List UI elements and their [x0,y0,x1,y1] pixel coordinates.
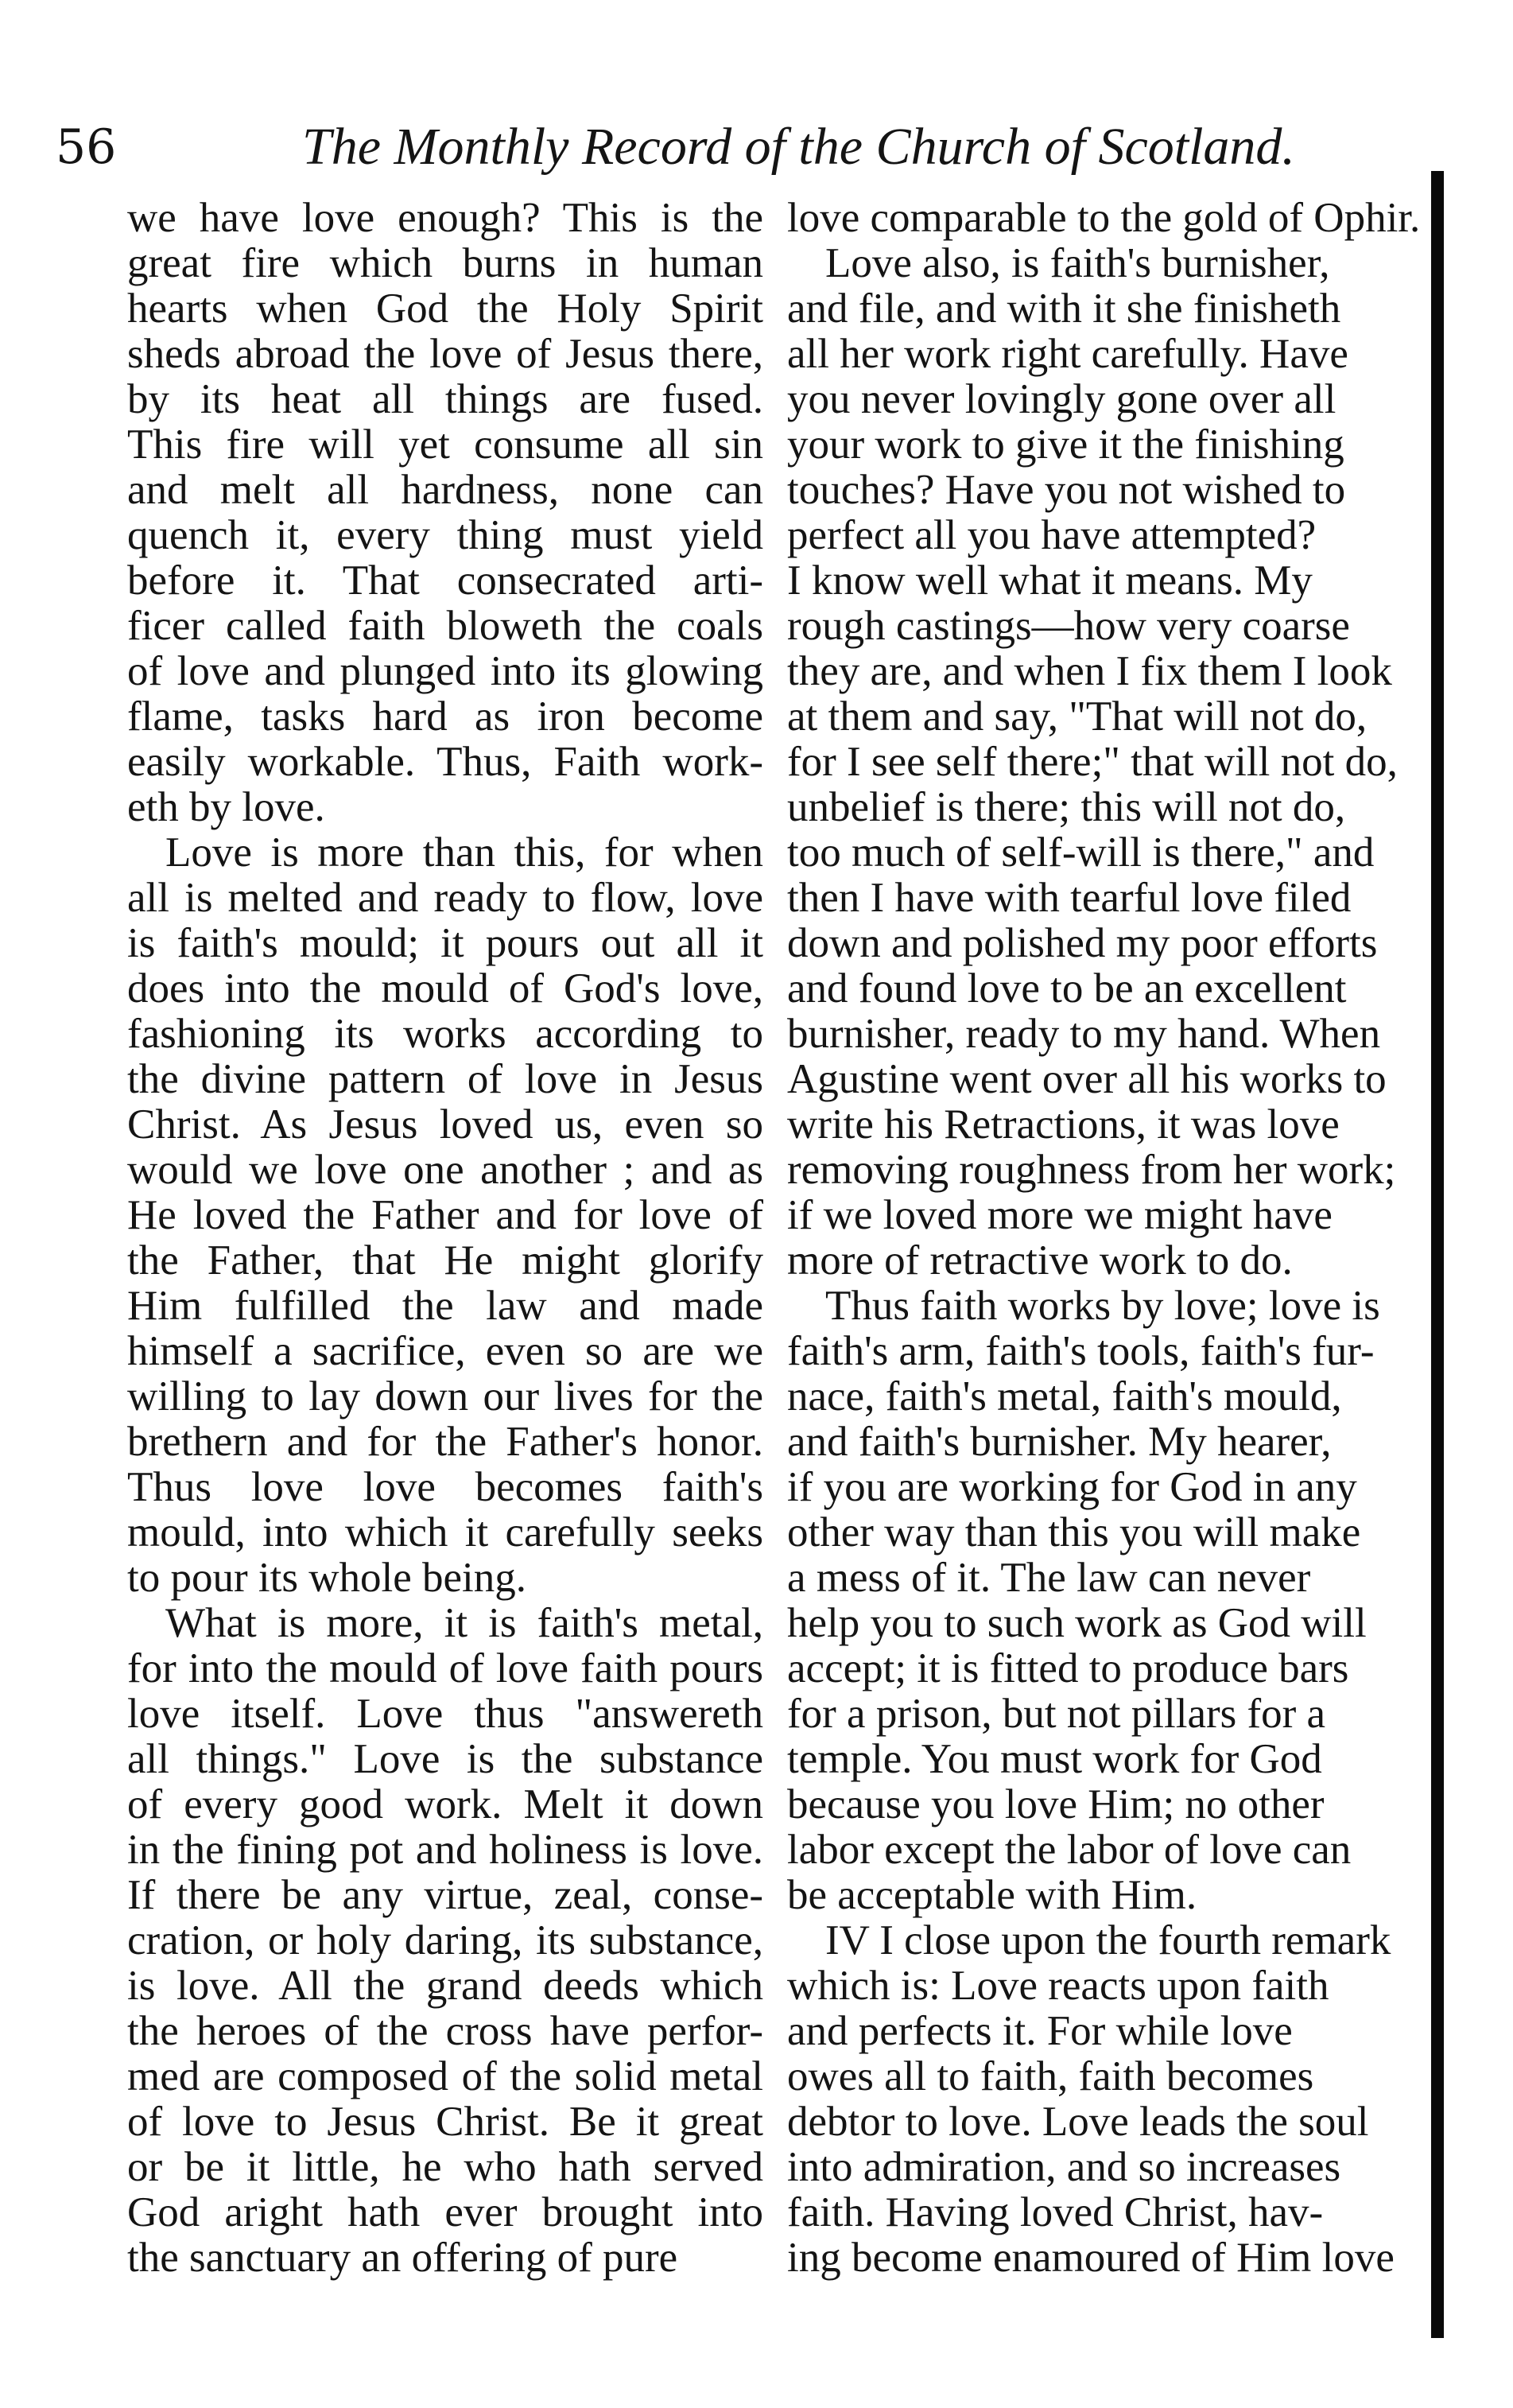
text-line: rough castings—how very coarse [787,604,1350,649]
text-line: is love. All the grand deeds which [127,1963,763,2009]
text-line: removing roughness from her work; [787,1148,1396,1193]
text-line: Agustine went over all his works to [787,1057,1387,1102]
text-line: Him fulfilled the law and made [127,1284,763,1329]
text-line: What is more, it is faith's metal, [165,1601,763,1646]
text-line: at them and say, "That will not do, [787,694,1368,740]
text-line: for I see self there;" that will not do, [787,740,1398,785]
text-line: eth by love. [127,785,325,830]
text-line: and file, and with it she finisheth [787,286,1341,332]
binding-edge-shadow [1431,171,1444,2338]
text-line: a mess of it. The law can never [787,1555,1311,1601]
text-line: Thus love love becomes faith's [127,1465,763,1510]
text-line: if you are working for God in any [787,1465,1357,1510]
text-line: love itself. Love thus "answereth [127,1691,763,1737]
text-line: faith. Having loved Christ, hav- [787,2190,1324,2235]
text-line: Thus faith works by love; love is [825,1284,1380,1329]
text-line: too much of self-will is there," and [787,830,1375,876]
text-line: to pour its whole being. [127,1555,526,1601]
text-line: ficer called faith bloweth the coals [127,604,763,649]
text-line: and found love to be an excellent [787,966,1347,1012]
text-line: Love is more than this, for when [165,830,763,876]
page-number: 56 [56,119,117,175]
text-line: into admiration, and so increases [787,2145,1341,2190]
text-line: the heroes of the cross have perfor- [127,2009,763,2054]
text-line: love comparable to the gold of Ophir. [787,196,1421,241]
text-line: all her work right carefully. Have [787,332,1348,377]
text-line: your work to give it the finishing [787,422,1344,468]
text-line: unbelief is there; this will not do, [787,785,1346,830]
text-line: willing to lay down our lives for the [127,1374,763,1420]
text-line: the sanctuary an offering of pure [127,2235,678,2281]
text-line: med are composed of the solid metal [127,2054,763,2099]
text-line: is faith's mould; it pours out all it [127,921,763,966]
text-line: the Father, that He might glorify [127,1238,763,1284]
text-line: the divine pattern of love in Jesus [127,1057,763,1102]
text-line: more of retractive work to do. [787,1238,1293,1284]
text-line: ing become enamoured of Him love [787,2235,1395,2281]
text-line: all is melted and ready to flow, love [127,876,763,921]
text-line: This fire will yet consume all sin [127,422,763,468]
text-line: hearts when God the Holy Spirit [127,286,763,332]
text-line: easily workable. Thus, Faith work- [127,740,763,785]
text-line: If there be any virtue, zeal, conse- [127,1873,763,1918]
text-line: accept; it is fitted to produce bars [787,1646,1349,1691]
text-line: IV I close upon the fourth remark [825,1918,1391,1963]
text-line: labor except the labor of love can [787,1827,1352,1873]
text-line: we have love enough? This is the [127,196,763,241]
text-line: nace, faith's metal, faith's mould, [787,1374,1342,1420]
text-line: mould, into which it carefully seeks [127,1510,763,1555]
text-line: He loved the Father and for love of [127,1193,763,1238]
text-line: debtor to love. Love leads the soul [787,2099,1369,2145]
running-title: The Monthly Record of the Church of Scotland. [302,118,1295,176]
right-column [787,196,1435,2343]
text-line: before it. That consecrated arti- [127,558,763,604]
text-line: of every good work. Melt it down [127,1782,763,1827]
text-line: faith's arm, faith's tools, faith's fur- [787,1329,1375,1374]
text-line: brethern and for the Father's honor. [127,1420,763,1465]
text-line: they are, and when I fix them I look [787,649,1392,694]
text-line: temple. You must work for God [787,1737,1322,1782]
text-line: owes all to faith, faith becomes [787,2054,1314,2099]
text-line: great fire which burns in human [127,241,763,286]
text-line: Love also, is faith's burnisher, [825,241,1330,286]
text-line: burnisher, ready to my hand. When [787,1012,1381,1057]
text-line: of love to Jesus Christ. Be it great [127,2099,763,2145]
text-line: sheds abroad the love of Jesus there, [127,332,763,377]
text-line: and melt all hardness, none can [127,468,763,513]
left-column [127,196,763,2343]
text-line: then I have with tearful love filed [787,876,1352,921]
text-line: of love and plunged into its glowing [127,649,763,694]
text-line: quench it, every thing must yield [127,513,763,558]
text-line: for a prison, but not pillars for a [787,1691,1326,1737]
text-line: and faith's burnisher. My hearer, [787,1420,1332,1465]
text-line: cration, or holy daring, its substance, [127,1918,763,1963]
text-line: down and polished my poor efforts [787,921,1378,966]
text-line: flame, tasks hard as iron become [127,694,763,740]
text-line: I know well what it means. My [787,558,1313,604]
text-line: does into the mould of God's love, [127,966,763,1012]
text-line: write his Retractions, it was love [787,1102,1340,1148]
text-line: if we loved more we might have [787,1193,1333,1238]
text-line: would we love one another ; and as [127,1148,763,1193]
text-line: or be it little, he who hath served [127,2145,763,2190]
text-line: for into the mould of love faith pours [127,1646,763,1691]
text-line: touches? Have you not wished to [787,468,1346,513]
text-line: by its heat all things are fused. [127,377,763,422]
page-header [56,111,1336,183]
text-line: fashioning its works according to [127,1012,763,1057]
text-line: in the fining pot and holiness is love. [127,1827,763,1873]
text-line: other way than this you will make [787,1510,1361,1555]
text-line: help you to such work as God will [787,1601,1367,1646]
text-line: God aright hath ever brought into [127,2190,763,2235]
text-line: which is: Love reacts upon faith [787,1963,1329,2009]
text-line: Christ. As Jesus loved us, even so [127,1102,763,1148]
text-line: be acceptable with Him. [787,1873,1197,1918]
text-line: because you love Him; no other [787,1782,1325,1827]
text-line: all things." Love is the substance [127,1737,763,1782]
text-line: himself a sacrifice, even so are we [127,1329,763,1374]
text-line: you never lovingly gone over all [787,377,1336,422]
text-line: perfect all you have attempted? [787,513,1317,558]
text-line: and perfects it. For while love [787,2009,1293,2054]
